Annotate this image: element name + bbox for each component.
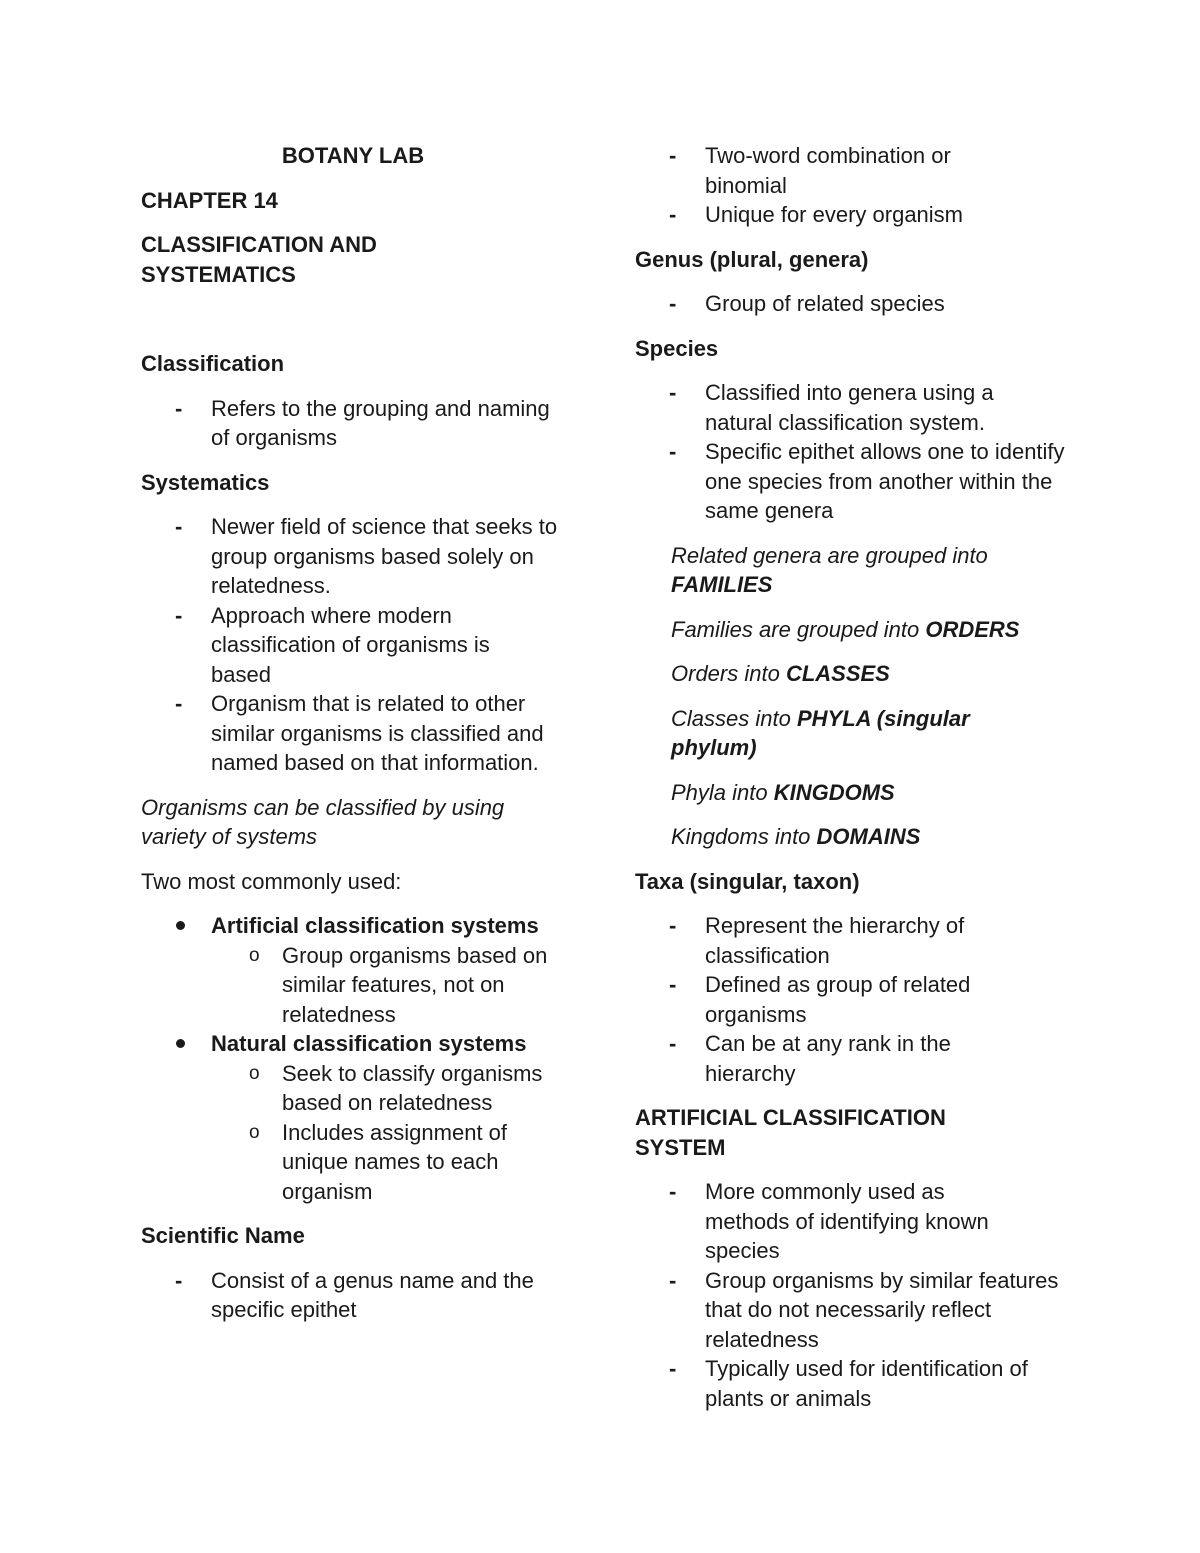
systems-note: Organisms can be classified by using variety of systems	[141, 794, 505, 849]
hierarchy-rank: DOMAINS	[816, 824, 921, 849]
list-item: - Approach where modern classification of organisms is based	[141, 601, 571, 690]
list-item: - Organism that is related to other similar organisms is classified and named based on that information.	[141, 689, 571, 778]
list-item: - Group organisms by similar features that do not necessarily reflect relatedness	[635, 1266, 1075, 1355]
two-most-commonly-used: Two most commonly used:	[141, 868, 402, 894]
list-item: - More commonly used as methods of identifying known species	[635, 1177, 1075, 1266]
list-item: - Consist of a genus name and the specific epithet	[141, 1266, 571, 1325]
hierarchy-line-kingdoms	[671, 778, 1075, 808]
bullet-icon	[176, 921, 185, 930]
right-column	[635, 141, 1075, 1413]
hierarchy-rank: FAMILIES	[671, 572, 773, 597]
hierarchy-rank: ORDERS	[925, 616, 1020, 642]
list-item: - Can be at any rank in the hierarchy	[635, 1029, 1075, 1088]
sublist	[211, 941, 571, 1030]
hierarchy-text: Classes into	[671, 705, 797, 731]
heading-classification: Classification	[141, 351, 285, 376]
scientific-name-list-continued	[635, 141, 1075, 230]
list-item: - Typically used for identification of plants or animals	[635, 1354, 1075, 1413]
sublist-item: o Seek to classify organisms based on relatedness	[211, 1059, 571, 1118]
list-item: - Unique for every organism	[635, 200, 1075, 230]
heading-scientific-name: Scientific Name	[141, 1223, 305, 1248]
scientific-name-list	[141, 1266, 571, 1325]
left-column	[141, 141, 571, 1325]
chapter-title-line-1: CLASSIFICATION AND	[141, 232, 377, 257]
systems-list	[141, 911, 571, 1206]
heading-systematics: Systematics	[141, 469, 270, 495]
hierarchy-rank: PHYLA (singular phylum)	[671, 705, 970, 760]
heading-species: Species	[635, 335, 719, 361]
heading-genus: Genus (plural, genera)	[635, 246, 869, 272]
heading-artificial-line-1: ARTIFICIAL CLASSIFICATION	[635, 1105, 946, 1130]
taxonomy-hierarchy	[635, 541, 1075, 852]
list-item-artificial-systems	[141, 911, 571, 1029]
list-item: - Group of related species	[635, 289, 1075, 319]
hierarchy-text: Orders into	[671, 661, 786, 686]
list-item: - Refers to the grouping and naming of organisms	[141, 394, 571, 453]
hierarchy-rank: KINGDOMS	[773, 779, 895, 805]
hierarchy-line-families	[671, 541, 1075, 600]
list-item: - Two-word combination or binomial	[635, 141, 1075, 200]
sublist-item: o Includes assignment of unique names to each organism	[211, 1118, 571, 1207]
hierarchy-text: Related genera are grouped into	[671, 542, 988, 568]
hierarchy-line-orders	[671, 615, 1075, 645]
species-list	[635, 378, 1075, 526]
heading-artificial-line-2: SYSTEM	[635, 1134, 726, 1160]
sublist	[211, 1059, 571, 1207]
hierarchy-text: Phyla into	[671, 779, 774, 805]
hierarchy-text: Families are grouped into	[671, 616, 926, 642]
document-title: BOTANY LAB	[281, 143, 425, 168]
hierarchy-line-phyla	[671, 704, 1075, 763]
systematics-list	[141, 512, 571, 778]
hierarchy-line-classes	[671, 659, 1075, 689]
list-item: - Represent the hierarchy of classification	[635, 911, 1075, 970]
list-item-natural-systems	[141, 1029, 571, 1206]
chapter-title-line-2: SYSTEMATICS	[141, 261, 296, 287]
list-item: - Classified into genera using a natural classification system.	[635, 378, 1075, 437]
system-label: Natural classification systems	[211, 1031, 527, 1056]
list-item: - Defined as group of related organisms	[635, 970, 1075, 1029]
hierarchy-rank: CLASSES	[785, 661, 890, 686]
bullet-icon	[176, 1039, 185, 1048]
classification-list	[141, 394, 571, 453]
list-item: - Specific epithet allows one to identify one species from another within the same genera	[635, 437, 1075, 526]
sublist-item: o Group organisms based on similar features, not on relatedness	[211, 941, 571, 1030]
hierarchy-text: Kingdoms into	[671, 824, 817, 849]
list-item: - Newer field of science that seeks to group organisms based solely on relatedness.	[141, 512, 571, 601]
taxa-list	[635, 911, 1075, 1088]
genus-list	[635, 289, 1075, 319]
artificial-list	[635, 1177, 1075, 1413]
hierarchy-line-domains	[671, 822, 1075, 852]
heading-taxa: Taxa (singular, taxon)	[635, 868, 860, 894]
chapter-number: CHAPTER 14	[141, 187, 278, 213]
system-label: Artificial classification systems	[211, 913, 539, 938]
